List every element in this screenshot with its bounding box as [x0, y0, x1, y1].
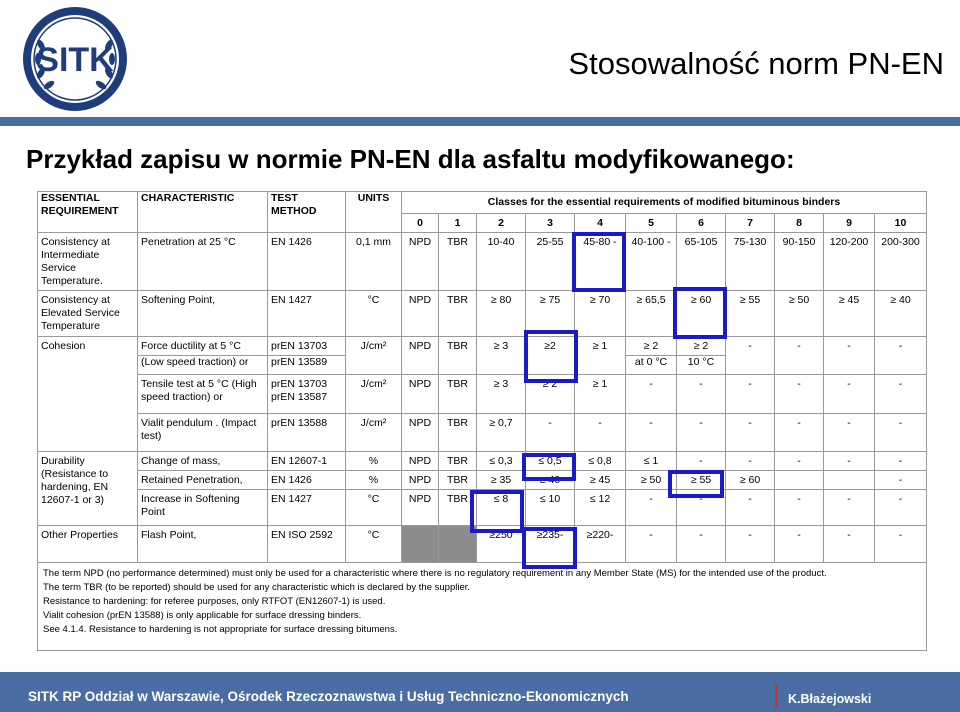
header-essential-requirement: ESSENTIAL REQUIREMENT — [38, 192, 138, 233]
class-value: 200-300 — [875, 233, 927, 291]
class-value: 25-55 — [526, 233, 575, 291]
class-value: ≥2 — [526, 337, 575, 375]
requirement-cell: Consistency at Intermediate Service Temperature. — [38, 233, 138, 291]
class-value: - — [824, 452, 875, 471]
requirement-cell: Consistency at Elevated Service Temperature — [38, 291, 138, 337]
units-cell: J/cm² — [346, 337, 402, 375]
class-value: - — [824, 337, 875, 375]
footer-separator — [775, 684, 778, 708]
header-units: UNITS — [346, 192, 402, 233]
units-cell: °C — [346, 291, 402, 337]
class-value: ≥ 45 — [824, 291, 875, 337]
class-value: ≥ 2 — [626, 337, 677, 356]
requirement-cell: Cohesion — [38, 337, 138, 452]
class-value: - — [824, 375, 875, 414]
class-value: ≥ 55 — [726, 291, 775, 337]
class-value: ≥ 40 — [875, 291, 927, 337]
class-value: - — [875, 490, 927, 526]
class-number: 1 — [439, 214, 477, 233]
class-value — [824, 471, 875, 490]
highlight-softening-class-6 — [673, 287, 727, 339]
highlight-force-ductility-class-3 — [524, 330, 578, 383]
note-line: Resistance to hardening: for referee purposes, only RTFOT (EN12607-1) is used. — [43, 596, 386, 607]
class-value: ≥ 65,5 — [626, 291, 677, 337]
class-value: NPD — [402, 337, 439, 375]
title-divider-bar — [0, 117, 960, 126]
class-value: TBR — [439, 414, 477, 452]
class-value: ≥ 45 — [575, 471, 626, 490]
class-value: - — [875, 471, 927, 490]
header-row — [38, 192, 927, 214]
class-value: ≥ 60 — [677, 291, 726, 337]
characteristic-cell: Change of mass, — [138, 452, 268, 471]
note-line: The term TBR (to be reported) should be used for any characteristic which is declared by the supplier. — [43, 582, 471, 593]
table-row — [38, 414, 927, 452]
sitk-logo — [21, 5, 129, 113]
class-value: ≥ 50 — [626, 471, 677, 490]
class-value: ≥235- — [526, 526, 575, 563]
table-row — [38, 375, 927, 414]
table-row — [38, 233, 927, 291]
units-cell: 0,1 mm — [346, 233, 402, 291]
class-number: 3 — [526, 214, 575, 233]
class-value: ≥ 60 — [726, 471, 775, 490]
class-value: - — [626, 490, 677, 526]
requirement-cell: Durability (Resistance to hardening, EN 12607-1 or 3) — [38, 452, 138, 526]
method-cell: EN 12607-1 — [268, 452, 346, 471]
method-cell: prEN 13589 — [268, 356, 346, 375]
class-value: TBR — [439, 375, 477, 414]
note-line: The term NPD (no performance determined) must only be used for a characteristic where there is no regulatory requirement in any Member State (MS) for the intended use of the product. — [43, 568, 827, 579]
class-value: NPD — [402, 375, 439, 414]
standards-table — [37, 191, 927, 651]
highlight-change-of-mass-class-3 — [522, 453, 576, 481]
method-cell: prEN 13703 — [268, 337, 346, 356]
class-value: ≥ 1 — [575, 375, 626, 414]
class-value: - — [824, 526, 875, 563]
class-value: - — [875, 526, 927, 563]
class-value: - — [626, 375, 677, 414]
class-value: - — [775, 490, 824, 526]
class-value: NPD — [402, 490, 439, 526]
class-value: ≤ 0,5 — [526, 452, 575, 471]
table-row — [38, 291, 927, 337]
class-value: 120-200 — [824, 233, 875, 291]
class-value: - — [626, 414, 677, 452]
class-number: 7 — [726, 214, 775, 233]
class-number: 10 — [875, 214, 927, 233]
class-value: TBR — [439, 452, 477, 471]
class-value: - — [726, 414, 775, 452]
method-cell: EN 1426 — [268, 471, 346, 490]
class-value: - — [626, 526, 677, 563]
subtitle: Przykład zapisu w normie PN-EN dla asfaltu modyfikowanego: — [26, 144, 795, 174]
characteristic-cell: Increase in Softening Point — [138, 490, 268, 526]
slide-title: Stosowalność norm PN-EN — [568, 46, 944, 81]
class-value: ≥ 2 — [677, 337, 726, 356]
class-value: - — [726, 526, 775, 563]
class-value: - — [726, 490, 775, 526]
units-cell: % — [346, 452, 402, 471]
class-value: ≥220- — [575, 526, 626, 563]
class-value: TBR — [439, 337, 477, 375]
class-value: - — [726, 452, 775, 471]
table-row — [38, 337, 927, 356]
class-value: ≤ 12 — [575, 490, 626, 526]
class-value: at 0 °C — [626, 356, 677, 375]
class-value: ≥ 0,7 — [477, 414, 526, 452]
class-value: TBR — [439, 471, 477, 490]
class-value: 40-100 - — [626, 233, 677, 291]
class-value: - — [824, 490, 875, 526]
class-value: - — [775, 452, 824, 471]
class-value: - — [677, 414, 726, 452]
class-value: ≥ 3 — [477, 337, 526, 375]
class-value: ≥ 3 — [477, 375, 526, 414]
class-value: ≥ 75 — [526, 291, 575, 337]
table-row — [38, 452, 927, 471]
method-cell: EN 1426 — [268, 233, 346, 291]
units-cell: J/cm² — [346, 414, 402, 452]
class-value: - — [677, 452, 726, 471]
characteristic-cell: Penetration at 25 °C — [138, 233, 268, 291]
highlight-flash-point-class-3 — [522, 527, 577, 569]
class-value: 10 °C — [677, 356, 726, 375]
footer-author: K.Błażejowski — [788, 692, 872, 706]
class-value: NPD — [402, 414, 439, 452]
class-value: - — [677, 375, 726, 414]
class-value: - — [875, 452, 927, 471]
requirement-cell: Other Properties — [38, 526, 138, 563]
class-value: ≤ 10 — [526, 490, 575, 526]
characteristic-cell: Softening Point, — [138, 291, 268, 337]
note-line: See 4.1.4. Resistance to hardening is not appropriate for surface dressing bitumens. — [43, 624, 398, 635]
class-value: - — [775, 526, 824, 563]
notes-row — [38, 563, 927, 651]
class-number: 9 — [824, 214, 875, 233]
class-value: 75-130 — [726, 233, 775, 291]
table-row — [38, 471, 927, 490]
units-cell: J/cm² — [346, 375, 402, 414]
class-number: 2 — [477, 214, 526, 233]
class-value: ≥ 70 — [575, 291, 626, 337]
units-cell: °C — [346, 490, 402, 526]
class-number: 4 — [575, 214, 626, 233]
class-value: ≥ 80 — [477, 291, 526, 337]
class-number: 5 — [626, 214, 677, 233]
highlight-retained-penetration-class-6 — [668, 470, 724, 498]
class-value: 10-40 — [477, 233, 526, 291]
class-number: 6 — [677, 214, 726, 233]
characteristic-cell: (Low speed traction) or — [138, 356, 268, 375]
characteristic-cell: Tensile test at 5 °C (High speed traction) or — [138, 375, 268, 414]
class-value: TBR — [439, 490, 477, 526]
highlight-increase-softening-class-2 — [470, 490, 524, 533]
laurel-wreath-logo-icon — [21, 5, 129, 113]
class-value: 65-105 — [677, 233, 726, 291]
highlight-penetration-class-4 — [572, 232, 626, 292]
class-value: - — [775, 414, 824, 452]
units-cell: % — [346, 471, 402, 490]
class-value: ≤ 8 — [477, 490, 526, 526]
method-cell: prEN 13703 prEN 13587 — [268, 375, 346, 414]
class-value: - — [526, 414, 575, 452]
class-value: ≤ 0,8 — [575, 452, 626, 471]
class-value: - — [875, 337, 927, 375]
header-characteristic: CHARACTERISTIC — [138, 192, 268, 233]
header-classes-title: Classes for the essential requirements of modified bituminous binders — [402, 192, 927, 214]
class-value: ≤ 1 — [626, 452, 677, 471]
notes-cell — [38, 563, 927, 651]
logo-text: SITK — [36, 41, 114, 79]
class-value: 90-150 — [775, 233, 824, 291]
class-value: ≥ 1 — [575, 337, 626, 375]
class-value: - — [726, 337, 775, 375]
class-value: - — [875, 375, 927, 414]
class-value: - — [677, 490, 726, 526]
class-value: - — [677, 526, 726, 563]
header-test-method: TEST METHOD — [268, 192, 346, 233]
class-value: ≥250 — [477, 526, 526, 563]
class-value: NPD — [402, 291, 439, 337]
method-cell: EN 1427 — [268, 291, 346, 337]
class-value: TBR — [439, 291, 477, 337]
characteristic-cell: Flash Point, — [138, 526, 268, 563]
class-number: 8 — [775, 214, 824, 233]
class-value: - — [775, 375, 824, 414]
class-value: - — [824, 414, 875, 452]
units-cell: °C — [346, 526, 402, 563]
method-cell: prEN 13588 — [268, 414, 346, 452]
footer-organization: SITK RP Oddział w Warszawie, Ośrodek Rzeczoznawstwa i Usług Techniczno-Ekonomicznych — [28, 689, 629, 704]
class-number: 0 — [402, 214, 439, 233]
class-value: ≥ 40 — [526, 471, 575, 490]
class-value — [775, 471, 824, 490]
class-value: - — [726, 375, 775, 414]
class-value: - — [875, 414, 927, 452]
class-value: NPD — [402, 233, 439, 291]
class-value: TBR — [439, 233, 477, 291]
class-value: NPD — [402, 471, 439, 490]
class-value: NPD — [402, 452, 439, 471]
class-value: ≥ 55 — [677, 471, 726, 490]
class-value: ≥ 50 — [775, 291, 824, 337]
method-cell: EN 1427 — [268, 490, 346, 526]
characteristic-cell: Force ductility at 5 °C — [138, 337, 268, 356]
class-value: ≥ 35 — [477, 471, 526, 490]
class-value: - — [575, 414, 626, 452]
class-value: ≤ 0,3 — [477, 452, 526, 471]
method-cell: EN ISO 2592 — [268, 526, 346, 563]
note-line: Vialit cohesion (prEN 13588) is only applicable for surface dressing binders. — [43, 610, 362, 621]
class-value: ≥ 2 — [526, 375, 575, 414]
class-value: - — [775, 337, 824, 375]
characteristic-cell: Retained Penetration, — [138, 471, 268, 490]
class-value: 45-80 - — [575, 233, 626, 291]
characteristic-cell: Vialit pendulum . (Impact test) — [138, 414, 268, 452]
class-value-shaded — [402, 526, 439, 563]
